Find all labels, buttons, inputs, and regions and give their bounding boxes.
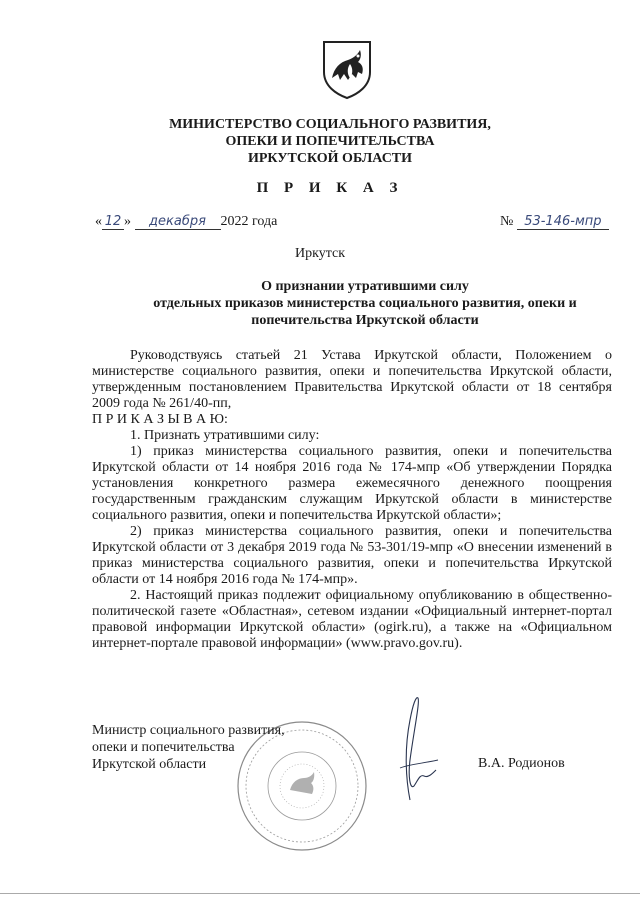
signatory-title-line-2: опеки и попечительства xyxy=(92,740,235,755)
item-1-sub-2: 2) приказ министерства социального развития, опеки и попечительства Иркутской области от 3 декабря 2019 года № 53-301/19-мпр «О внесении изменений в приказ министерства социального развития, опеки и попечительства Иркутской области от 14 ноября 2016 года № 174-мпр». xyxy=(92,524,612,587)
item-2: 2. Настоящий приказ подлежит официальному опубликованию в общественно-политической газете «Областная», сетевом издании «Официальный интернет-портал правовой информации Иркутской области» (ogirk.ru), а также на «Официальном интернет-портале правовой информации» (www.pravo.gov.ru). xyxy=(92,588,612,651)
city: Иркутск xyxy=(294,246,346,261)
document-number xyxy=(500,214,609,230)
document-type: П Р И К А З xyxy=(256,180,404,196)
document-subject xyxy=(100,278,630,329)
item-1-sub-1: 1) приказ министерства социального развития, опеки и попечительства Иркутской области от 14 ноября 2016 года № 174-мпр «Об утверждении Порядка установления конкретного размера ежемесячного денежного поощрения государственным гражданским служащим Иркутской области в министерстве социального развития, опеки и попечительства Иркутской области»; xyxy=(92,444,612,523)
signatory-title-line-1: Министр социального развития, xyxy=(92,723,285,738)
date-close-quote: » xyxy=(124,214,131,229)
date-month: декабря xyxy=(135,214,221,230)
date-year: 2022 года xyxy=(220,214,278,229)
number-prefix: № xyxy=(500,214,514,229)
document-date xyxy=(95,214,277,230)
item-1: 1. Признать утратившими силу: xyxy=(130,428,320,443)
document-body xyxy=(92,348,612,652)
signatory-title xyxy=(92,722,285,773)
signatory-title-line-3: Иркутской области xyxy=(92,757,207,772)
handwritten-signature-icon xyxy=(380,690,450,810)
coat-of-arms-icon xyxy=(320,38,374,100)
ministry-name-line-3: ИРКУТСКОЙ ОБЛАСТИ xyxy=(247,151,413,166)
preamble-paragraph: Руководствуясь статьей 21 Устава Иркутской области, Положением о министерстве социального развития, опеки и попечительства Иркутской области, утвержденным постановлением Правительства Иркутской области от 18 сентября 2009 года № 261/40-пп, xyxy=(92,348,612,411)
subject-line-1: О признании утратившими силу xyxy=(261,279,469,294)
page-bottom-divider xyxy=(0,893,640,894)
subject-line-2: отдельных приказов министерства социального развития, опеки и xyxy=(153,296,577,311)
date-open-quote: « xyxy=(95,214,102,229)
date-day: 12 xyxy=(102,214,124,230)
ministry-name-line-1: МИНИСТЕРСТВО СОЦИАЛЬНОГО РАЗВИТИЯ, xyxy=(169,117,491,132)
ministry-name-line-2: ОПЕКИ И ПОПЕЧИТЕЛЬСТВА xyxy=(225,134,435,149)
subject-line-3: попечительства Иркутской области xyxy=(251,313,479,328)
number-value: 53-146-мпр xyxy=(517,214,609,230)
signatory-name: В.А. Родионов xyxy=(478,756,565,771)
order-word: П Р И К А З Ы В А Ю: xyxy=(92,412,228,427)
